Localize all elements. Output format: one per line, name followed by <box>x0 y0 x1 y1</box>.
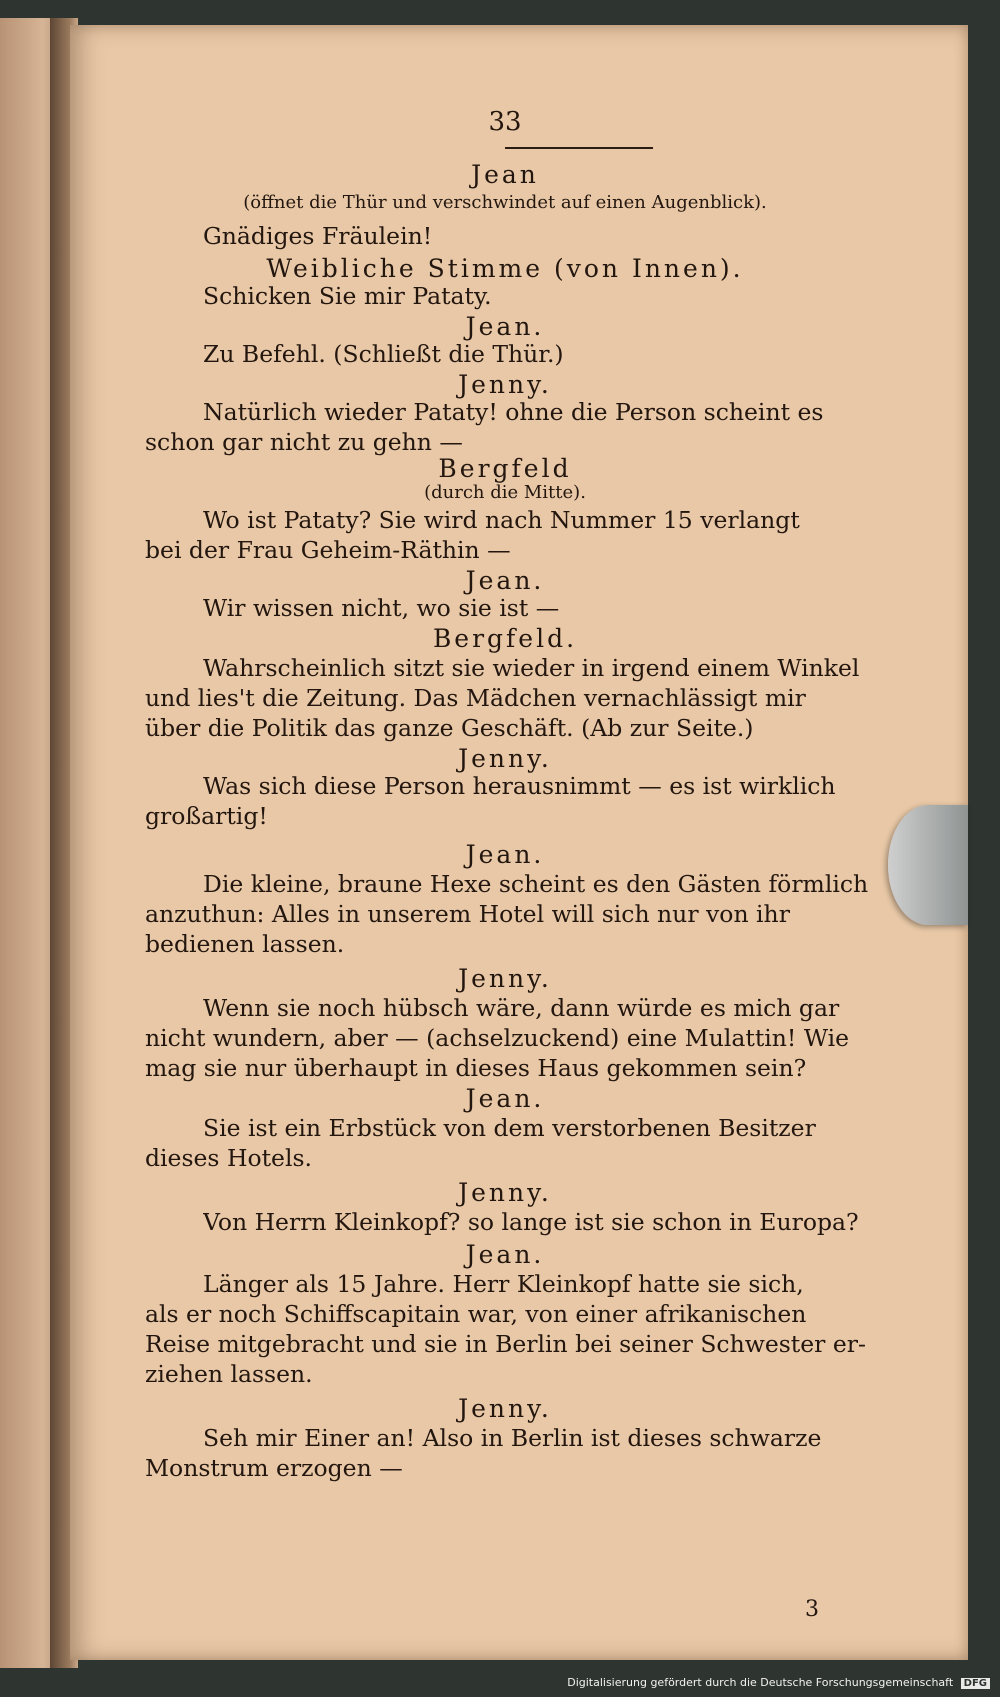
dialogue-line: Monstrum erzogen — <box>145 1454 403 1482</box>
book-page <box>70 25 968 1660</box>
speaker-name: Jenny. <box>458 964 552 993</box>
dialogue-line: mag sie nur überhaupt in dieses Haus gekommen sein? <box>145 1054 807 1082</box>
dialogue-line: bei der Frau Geheim-Räthin — <box>145 536 511 564</box>
speaker-name: Jean. <box>465 312 545 341</box>
speaker-name: Jenny. <box>458 1394 552 1423</box>
dialogue-line: Wahrscheinlich sitzt sie wieder in irgend einem Winkel <box>203 654 860 682</box>
dialogue-line: Länger als 15 Jahre. Herr Kleinkopf hatte sie sich, <box>203 1270 804 1298</box>
dialogue-line: Schicken Sie mir Pataty. <box>203 282 492 310</box>
dialogue-line: ziehen lassen. <box>145 1360 313 1388</box>
speaker-name: Jean <box>471 160 539 189</box>
speaker-name: Bergfeld <box>438 454 572 483</box>
dialogue-line: bedienen lassen. <box>145 930 345 958</box>
stage-direction: (öffnet die Thür und verschwindet auf einen Augenblick). <box>243 192 767 213</box>
speaker-name: Jean. <box>465 566 545 595</box>
speaker-name: Weibliche Stimme (von Innen). <box>266 254 744 283</box>
dialogue-line: als er noch Schiffscapitain war, von einer afrikanischen <box>145 1300 807 1328</box>
dialogue-line: Von Herrn Kleinkopf? so lange ist sie schon in Europa? <box>203 1208 859 1236</box>
dialogue-line: und lies't die Zeitung. Das Mädchen vernachlässigt mir <box>145 684 806 712</box>
digitization-credit <box>567 1676 990 1689</box>
dialogue-line: Gnädiges Fräulein! <box>203 222 433 250</box>
dialogue-line: Zu Befehl. (Schließt die Thür.) <box>203 340 564 368</box>
credit-text: Digitalisierung gefördert durch die Deutsche Forschungsgemeinschaft <box>567 1676 954 1689</box>
speaker-name: Bergfeld. <box>432 624 578 653</box>
dialogue-line: Was sich diese Person herausnimmt — es ist wirklich <box>203 772 836 800</box>
speaker-name: Jean. <box>465 840 545 869</box>
dialogue-line: Wir wissen nicht, wo sie ist — <box>203 594 560 622</box>
speaker-name: Jean. <box>465 1084 545 1113</box>
dialogue-line: Natürlich wieder Pataty! ohne die Person scheint es <box>203 398 824 426</box>
stage-direction: (durch die Mitte). <box>424 482 586 503</box>
dialogue-line: anzuthun: Alles in unserem Hotel will sich nur von ihr <box>145 900 790 928</box>
dialogue-line: nicht wundern, aber — (achselzuckend) eine Mulattin! Wie <box>145 1024 850 1052</box>
dialogue-line: über die Politik das ganze Geschäft. (Ab zur Seite.) <box>145 714 754 742</box>
signature-number: 3 <box>805 1597 819 1622</box>
dialogue-line: großartig! <box>145 802 268 830</box>
speaker-name: Jean. <box>465 1240 545 1269</box>
dialogue-line: Die kleine, braune Hexe scheint es den Gästen förmlich <box>203 870 869 898</box>
speaker-name: Jenny. <box>458 1178 552 1207</box>
page-number: 33 <box>488 107 522 137</box>
dialogue-line: schon gar nicht zu gehn — <box>145 428 463 456</box>
dfg-logo: DFG <box>961 1678 990 1689</box>
speaker-name: Jenny. <box>458 370 552 399</box>
speaker-name: Jenny. <box>458 744 552 773</box>
dialogue-line: dieses Hotels. <box>145 1144 313 1172</box>
dialogue-line: Seh mir Einer an! Also in Berlin ist dieses schwarze <box>203 1424 822 1452</box>
header-rule <box>505 147 653 149</box>
dialogue-line: Wo ist Pataty? Sie wird nach Nummer 15 verlangt <box>203 506 800 534</box>
dialogue-line: Sie ist ein Erbstück von dem verstorbenen Besitzer <box>203 1114 816 1142</box>
dialogue-line: Reise mitgebracht und sie in Berlin bei seiner Schwester er- <box>145 1330 866 1358</box>
dialogue-line: Wenn sie noch hübsch wäre, dann würde es mich gar <box>203 994 840 1022</box>
